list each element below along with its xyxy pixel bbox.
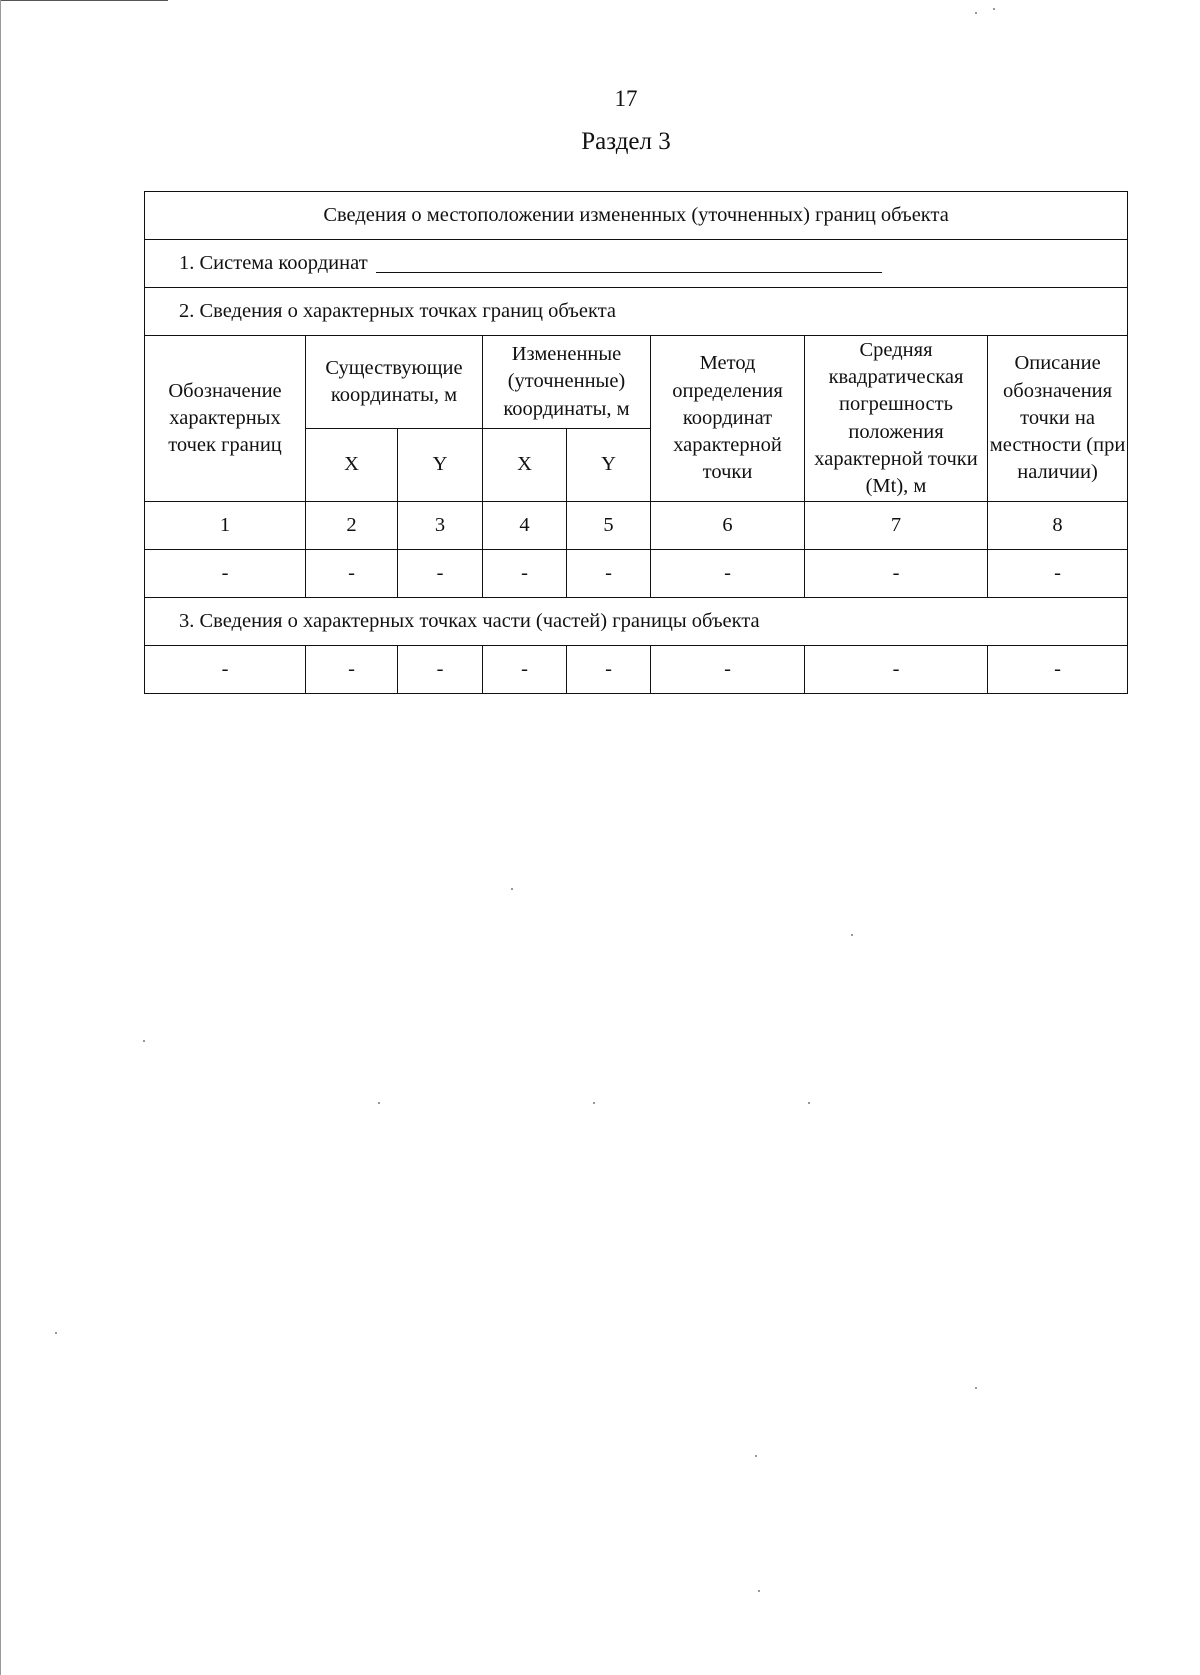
column-number: 5 — [567, 502, 651, 550]
scan-speck — [378, 1102, 380, 1104]
table-title-row — [145, 192, 1128, 240]
table-cell: - — [398, 550, 483, 598]
column-header-changed-x: X — [483, 429, 567, 502]
table-cell: - — [483, 550, 567, 598]
coordinate-system-row — [145, 240, 1128, 288]
table-row — [145, 550, 1128, 598]
column-numbers-row — [145, 502, 1128, 550]
column-number: 7 — [805, 502, 988, 550]
table-cell: - — [483, 646, 567, 694]
table-cell: - — [306, 646, 398, 694]
table-cell: - — [306, 550, 398, 598]
column-header-row — [145, 336, 1128, 429]
column-header-method: Метод определения координат характерной точки — [651, 336, 805, 502]
column-number: 3 — [398, 502, 483, 550]
column-number: 2 — [306, 502, 398, 550]
column-header-existing: Существующие координаты, м — [306, 336, 483, 429]
parts-heading: 3. Сведения о характерных точках части (частей) границы объекта — [145, 598, 1128, 646]
table-cell: - — [988, 646, 1128, 694]
table-cell: - — [567, 550, 651, 598]
column-number: 6 — [651, 502, 805, 550]
parts-heading-row — [145, 598, 1128, 646]
table-cell: - — [145, 646, 306, 694]
scan-edge-left — [0, 0, 1, 1675]
scan-speck — [975, 12, 977, 14]
points-heading-row — [145, 288, 1128, 336]
scan-speck — [975, 1387, 977, 1389]
section-title: Раздел 3 — [581, 128, 671, 155]
column-number: 1 — [145, 502, 306, 550]
scan-speck — [758, 1590, 760, 1592]
table-cell: - — [805, 646, 988, 694]
column-number: 4 — [483, 502, 567, 550]
scan-speck — [593, 1102, 595, 1104]
coordinate-system-label: 1. Система координат — [179, 251, 368, 274]
table-cell: - — [988, 550, 1128, 598]
column-header-changed-y: Y — [567, 429, 651, 502]
table-cell: - — [651, 550, 805, 598]
table-cell: - — [398, 646, 483, 694]
scan-speck — [851, 934, 853, 936]
column-header-description: Описание обозначения точки на местности (при наличии) — [988, 336, 1128, 502]
column-header-designation: Обозначение характерных точек границ — [145, 336, 306, 502]
scan-edge-top — [0, 0, 168, 1]
table-row — [145, 646, 1128, 694]
column-header-error: Средняя квадратическая погрешность положения характерной точки (Mt), м — [805, 336, 988, 502]
scan-speck — [511, 888, 513, 890]
table-cell: - — [145, 550, 306, 598]
page-number: 17 — [614, 86, 638, 111]
points-heading: 2. Сведения о характерных точках границ объекта — [145, 288, 1128, 336]
column-header-existing-x: X — [306, 429, 398, 502]
scan-speck — [808, 1102, 810, 1104]
table-title: Сведения о местоположении измененных (уточненных) границ объекта — [145, 192, 1128, 240]
scan-speck — [55, 1332, 57, 1334]
scan-speck — [755, 1455, 757, 1457]
table-cell: - — [567, 646, 651, 694]
table-cell: - — [651, 646, 805, 694]
column-header-existing-y: Y — [398, 429, 483, 502]
coordinate-system-field[interactable] — [376, 250, 882, 273]
boundary-info-table — [144, 191, 1128, 694]
column-number: 8 — [988, 502, 1128, 550]
scan-speck — [993, 8, 995, 10]
table-cell: - — [805, 550, 988, 598]
scan-speck — [143, 1040, 145, 1042]
column-header-changed: Измененные (уточненные) координаты, м — [483, 336, 651, 429]
